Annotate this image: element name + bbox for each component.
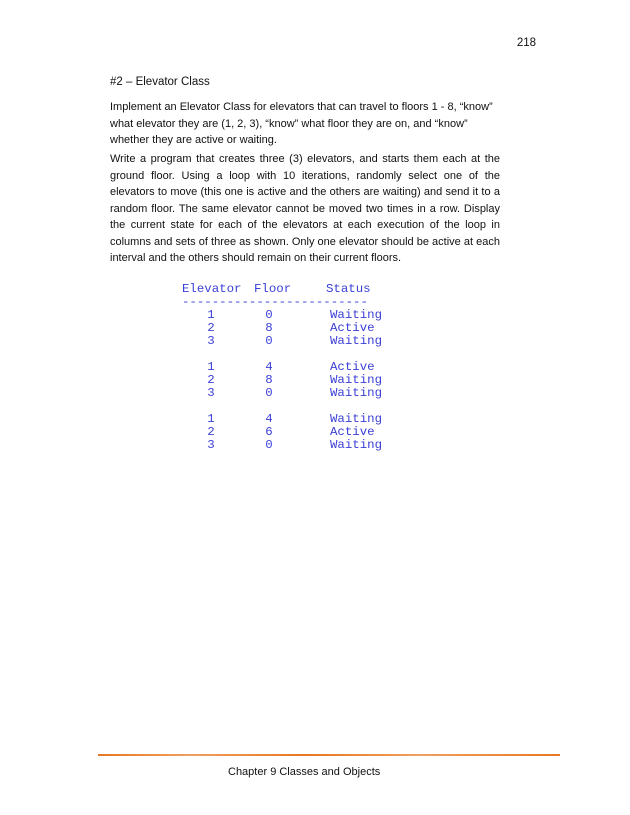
output-row	[182, 387, 382, 400]
elevator-cell: 3	[207, 438, 215, 452]
status-cell: Waiting	[330, 386, 383, 400]
floor-cell: 4	[265, 412, 273, 426]
page-number: 218	[516, 37, 536, 49]
floor-cell: 4	[265, 360, 273, 374]
output-row	[182, 335, 382, 348]
elevator-cell: 3	[207, 386, 215, 400]
elevator-cell: 1	[207, 308, 215, 322]
output-divider: -------------------------	[182, 295, 368, 309]
status-cell: Waiting	[330, 438, 383, 452]
header-floor: Floor	[254, 282, 292, 296]
floor-cell: 6	[265, 425, 273, 439]
header-elevator: Elevator	[182, 282, 242, 296]
status-cell: Waiting	[330, 308, 383, 322]
floor-cell: 0	[265, 308, 273, 322]
floor-cell: 8	[265, 373, 273, 387]
status-cell: Active	[330, 425, 375, 439]
elevator-cell: 3	[207, 334, 215, 348]
status-cell: Waiting	[330, 334, 383, 348]
status-cell: Active	[330, 360, 375, 374]
status-cell: Waiting	[330, 373, 383, 387]
elevator-cell: 2	[207, 425, 215, 439]
elevator-cell: 1	[207, 360, 215, 374]
floor-cell: 0	[265, 438, 273, 452]
floor-cell: 0	[265, 386, 273, 400]
elevator-cell: 2	[207, 321, 215, 335]
floor-cell: 0	[265, 334, 273, 348]
sample-output	[182, 283, 382, 452]
status-cell: Waiting	[330, 412, 383, 426]
header-status: Status	[326, 282, 371, 296]
elevator-cell: 2	[207, 373, 215, 387]
paragraph-instructions: Write a program that creates three (3) elevators, and starts them each at the ground floor. Using a loop with 10 iterations, randomly select one of the elevators to move (this one is active and the others are waiting) and send it to a random floor. The same elevator cannot be moved two times in a row. Display the current state for each of the elevators at each execution of the loop in columns and sets of three as shown. Only one elevator should be active at each interval and the others should remain on their current floors.	[110, 153, 500, 264]
paragraph-intro: Implement an Elevator Class for elevators that can travel to floors 1 - 8, “know” what elevator they are (1, 2, 3), “know” what floor they are on, and “know” whether they are active or waiting.	[110, 101, 493, 146]
footer-rule	[98, 754, 560, 756]
status-cell: Active	[330, 321, 375, 335]
elevator-cell: 1	[207, 412, 215, 426]
output-row	[182, 439, 382, 452]
floor-cell: 8	[265, 321, 273, 335]
chapter-footer: Chapter 9 Classes and Objects	[228, 766, 381, 778]
section-heading: #2 – Elevator Class	[110, 76, 210, 88]
